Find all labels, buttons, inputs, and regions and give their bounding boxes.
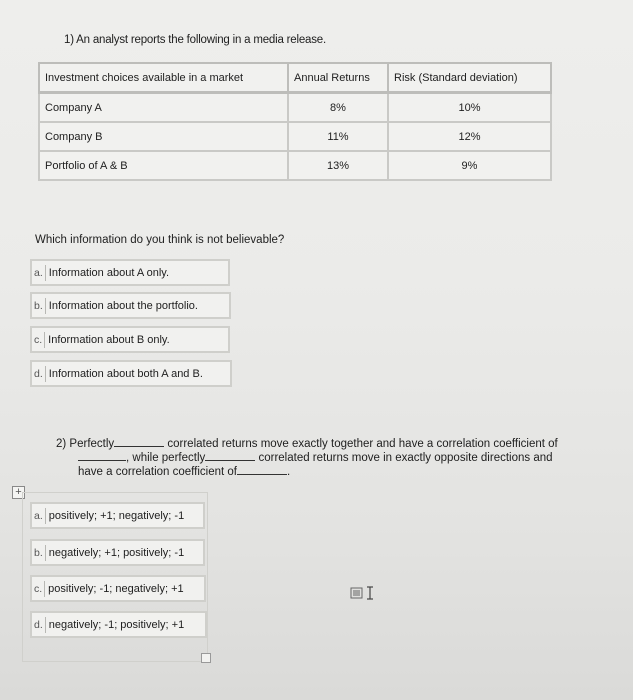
- option-text: Information about A only.: [48, 266, 170, 279]
- option-letter: d.: [32, 366, 46, 382]
- question-2-text-part: .: [286, 466, 291, 478]
- table-row: [39, 122, 551, 151]
- table-cell: Company A: [39, 93, 288, 123]
- option-text: positively; -1; negatively; +1: [48, 582, 184, 595]
- table-cell: 13%: [288, 151, 388, 180]
- option-letter: b.: [32, 545, 46, 561]
- question-1-title: 1) An analyst reports the following in a media release.: [64, 34, 326, 46]
- question-2-text-part: have a correlation coefficient of: [78, 466, 237, 478]
- table-header: Annual Returns: [288, 63, 388, 93]
- question-2-text: [56, 436, 558, 478]
- table-cell: Portfolio of A & B: [39, 151, 288, 180]
- move-handle-icon[interactable]: +: [12, 486, 25, 499]
- table-cell: 11%: [288, 122, 388, 151]
- answer-blank: [237, 464, 287, 475]
- resize-handle-icon[interactable]: [201, 653, 211, 663]
- answer-option-b[interactable]: [30, 292, 231, 319]
- option-text: Information about both A and B.: [48, 367, 203, 380]
- option-letter: b.: [32, 298, 46, 314]
- option-text: positively; +1; negatively; -1: [48, 509, 185, 522]
- question-2-line-2: [56, 450, 558, 464]
- table-header-row: [39, 63, 551, 93]
- table-header: Risk (Standard deviation): [388, 63, 551, 93]
- option-letter: a.: [32, 508, 46, 524]
- answer-blank: [205, 450, 255, 461]
- question-1-prompt: Which information do you think is not believable?: [35, 234, 285, 246]
- question-2-text-part: 2) Perfectly: [56, 438, 115, 450]
- answer-option-c[interactable]: [30, 575, 206, 602]
- answer-option-a[interactable]: [30, 259, 230, 286]
- option-letter: d.: [32, 617, 46, 633]
- option-letter: c.: [32, 332, 45, 348]
- option-text: negatively; -1; positively; +1: [48, 618, 185, 631]
- table-cell: 10%: [388, 93, 551, 123]
- table-cell: 12%: [388, 122, 551, 151]
- question-2-text-part: correlated returns move exactly together and have a correlation coefficient of: [167, 438, 558, 450]
- option-letter: c.: [32, 581, 45, 597]
- answer-option-b[interactable]: [30, 539, 205, 566]
- question-2-text-part: correlated returns move in exactly opposite directions and: [258, 452, 553, 464]
- table-cell: Company B: [39, 122, 288, 151]
- answer-option-c[interactable]: [30, 326, 230, 353]
- table-row: [39, 93, 551, 123]
- question-2-text-part: , while perfectly: [126, 452, 206, 464]
- returns-table: [38, 62, 552, 181]
- option-text: Information about B only.: [48, 333, 170, 346]
- answer-blank: [78, 450, 126, 461]
- table-cell: 8%: [288, 93, 388, 123]
- option-text: negatively; +1; positively; -1: [48, 546, 185, 559]
- question-2-line-3: [56, 464, 558, 478]
- table-cell: 9%: [388, 151, 551, 180]
- question-2-line-1: [56, 436, 558, 450]
- answer-blank: [114, 436, 164, 447]
- option-letter: a.: [32, 265, 46, 281]
- text-cursor-icon: [350, 586, 380, 600]
- answer-option-d[interactable]: [30, 360, 232, 387]
- table-header: Investment choices available in a market: [39, 63, 288, 93]
- answer-option-d[interactable]: [30, 611, 207, 638]
- table-row: [39, 151, 551, 180]
- answer-option-a[interactable]: [30, 502, 205, 529]
- option-text: Information about the portfolio.: [48, 299, 198, 312]
